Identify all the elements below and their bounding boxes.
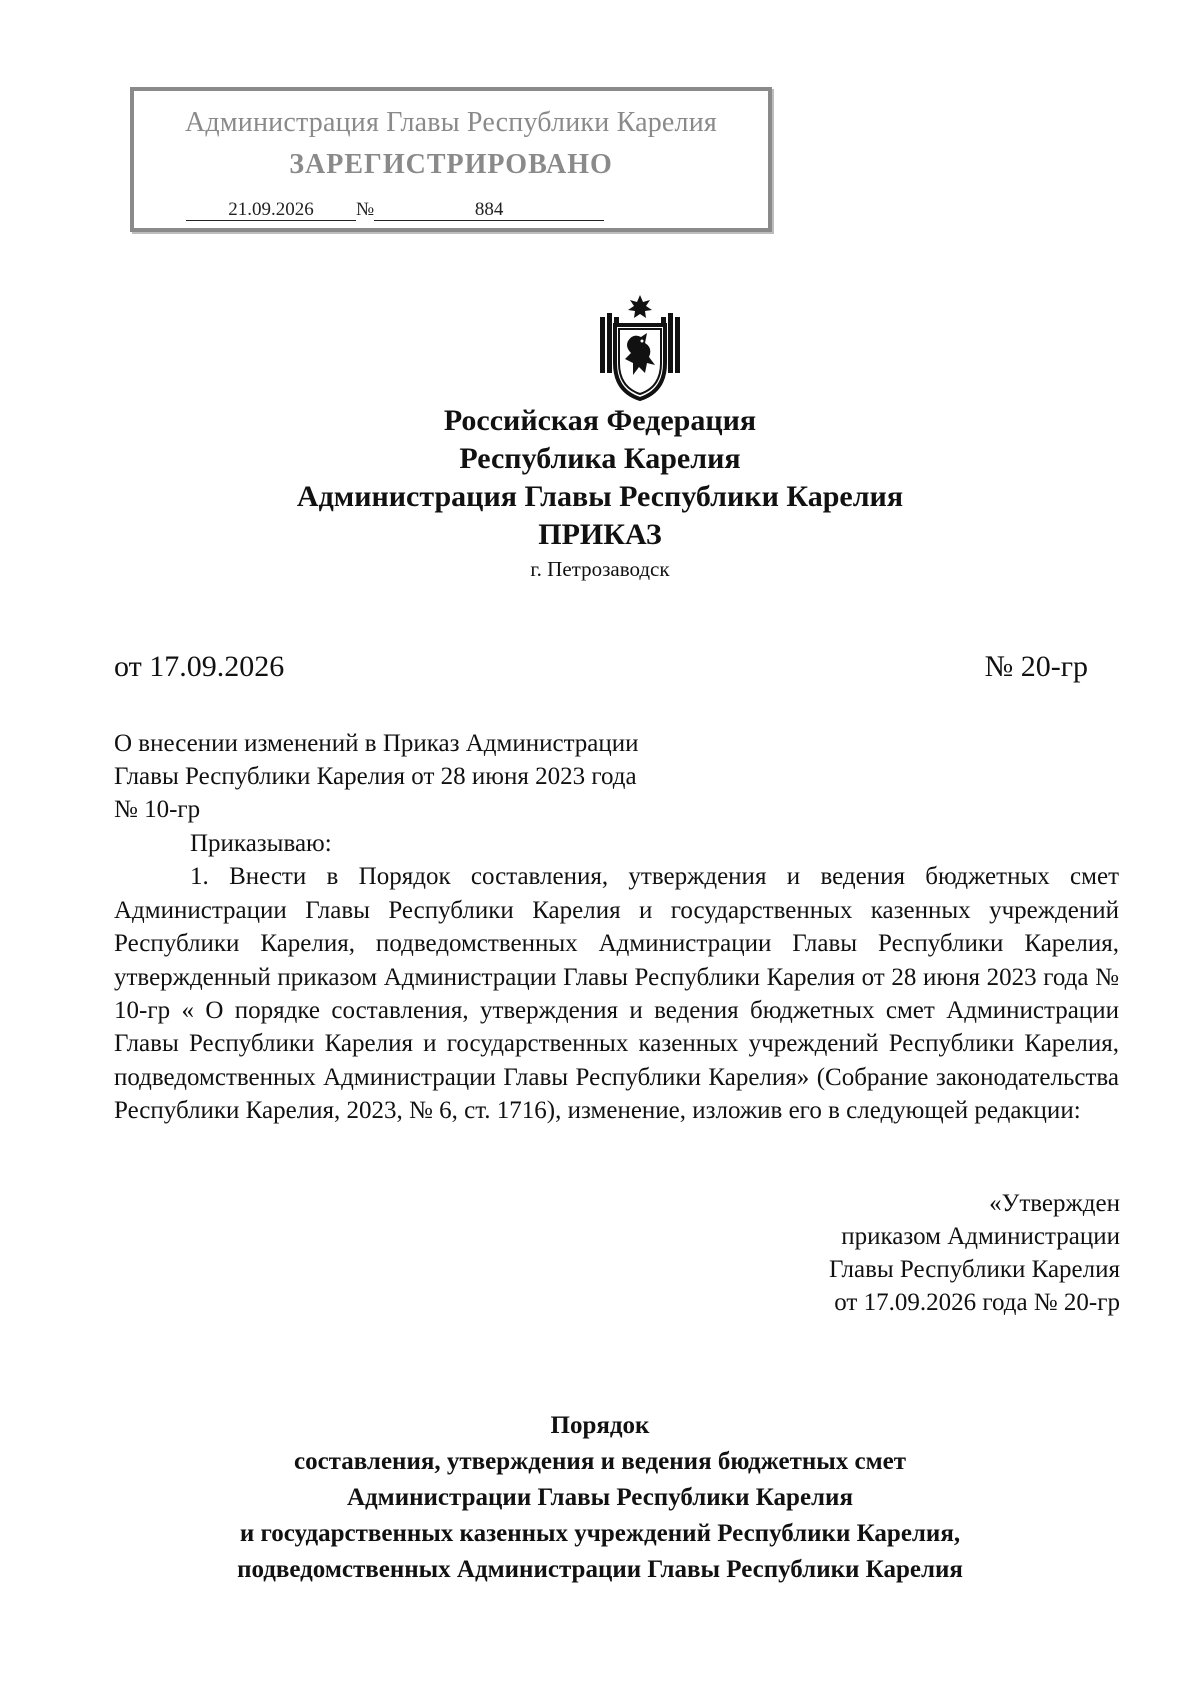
body-item-1: 1. Внести в Порядок составления, утверждения и ведения бюджетных смет Администрации Главы Республики Карелия и государственных казенных учреждений Республики Карелия, подведомственных Администрации Главы Республики Карелия, утвержденный приказом Администрации Главы Республики Карелия от 28 июня 2023 года № 10-гр « О порядке составления, утверждения и ведения бюджетных смет Администрации Главы Республики Карелия и государственных казенных учреждений Республики Карелия, подведомственных Администрации Главы Республики Карелия» (Собрание законодательства Республики Карелия, 2023, № 6, ст. 1716), изменение, изложив его в следующей редакции: xyxy=(114,863,1119,1125)
subject-line: № 10-гр xyxy=(114,796,201,823)
order-body xyxy=(114,827,1119,1128)
procedure-title-line: и государственных казенных учреждений Республики Карелия, xyxy=(239,1520,961,1547)
procedure-title-line: подведомственных Администрации Главы Республики Карелия xyxy=(237,1556,963,1583)
order-number: № 20-гр xyxy=(984,650,1088,683)
header-country: Российская Федерация xyxy=(443,404,757,437)
stamp-date: 21.09.2026 xyxy=(186,200,356,221)
stamp-status: ЗАРЕГИСТРИРОВАНО xyxy=(289,149,613,180)
approval-line: приказом Администрации xyxy=(841,1223,1120,1250)
subject-line: Главы Республики Карелия от 28 июня 2023 года xyxy=(114,763,637,790)
registration-stamp xyxy=(130,87,772,232)
approval-line: от 17.09.2026 года № 20-гр xyxy=(834,1289,1120,1316)
document-header xyxy=(0,402,1200,584)
stamp-registration xyxy=(186,199,604,221)
header-administration: Администрация Главы Республики Карелия xyxy=(296,480,904,513)
header-doc-type: ПРИКАЗ xyxy=(538,518,662,551)
approval-line: Главы Республики Карелия xyxy=(828,1256,1120,1283)
order-date: от 17.09.2026 xyxy=(114,650,285,683)
coat-of-arms-karelia-icon xyxy=(595,293,685,403)
order-date-row xyxy=(114,650,1088,684)
order-subject xyxy=(114,727,774,826)
body-intro: Приказываю: xyxy=(190,830,332,857)
approval-line: «Утвержден xyxy=(989,1190,1120,1217)
stamp-org: Администрация Главы Республики Карелия xyxy=(185,107,717,138)
procedure-title-line: составления, утверждения и ведения бюджетных смет xyxy=(293,1448,907,1475)
subject-line: О внесении изменений в Приказ Администрации xyxy=(114,730,639,757)
procedure-title xyxy=(0,1408,1200,1588)
approval-block xyxy=(829,1187,1120,1319)
procedure-title-line: Порядок xyxy=(550,1412,650,1439)
procedure-title-line: Администрации Главы Республики Карелия xyxy=(346,1484,853,1511)
header-republic: Республика Карелия xyxy=(459,442,741,475)
stamp-number: 884 xyxy=(374,200,604,221)
stamp-number-sign: № xyxy=(356,199,375,220)
header-city: г. Петрозаводск xyxy=(530,557,670,581)
